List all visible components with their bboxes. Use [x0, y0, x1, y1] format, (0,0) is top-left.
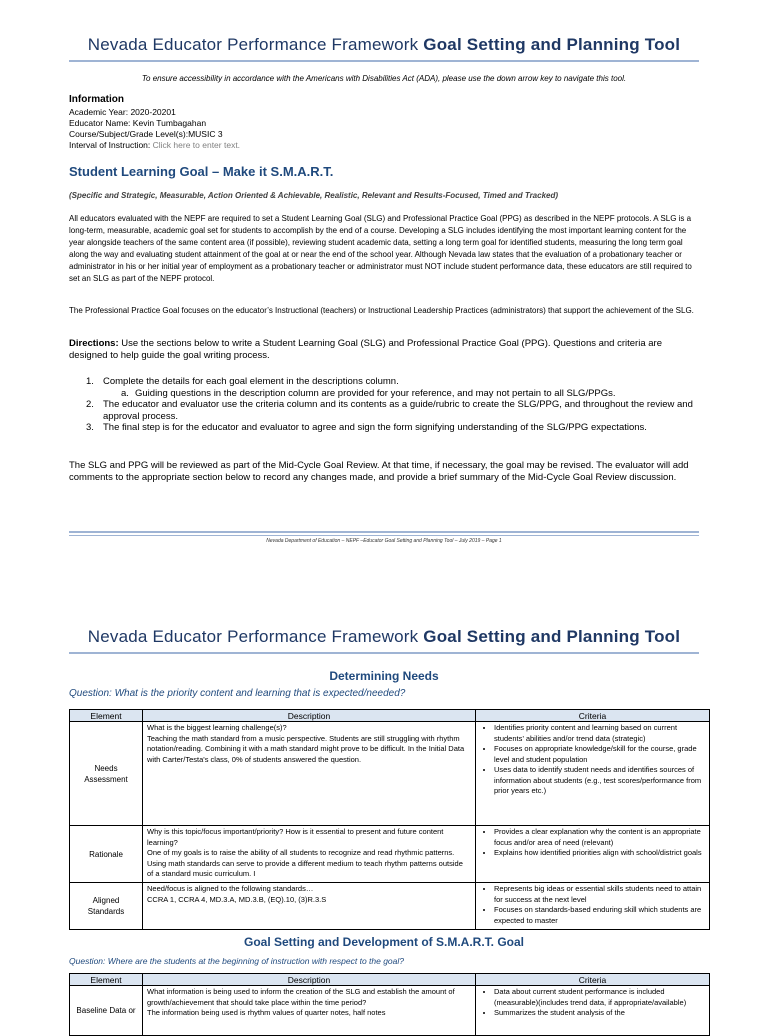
criteria-cell — [476, 986, 710, 1036]
header-title-bold: Goal Setting and Planning Tool — [423, 35, 681, 54]
slg-paragraph-2: The Professional Practice Goal focuses on the educator’s Instructional (teachers) or Instructional Leadership Practices (administrators) that support the achievement of the SLG. — [69, 306, 694, 315]
description-text: Why is this topic/focus important/priority? How is it essential to present and future content learning? One of my goals is to raise the ability of all students to recognize and read rhythmic patterns. Using math standards can serve to provide a different medium to teach rhythm patterns outside of a standard music curriculum. I — [147, 827, 463, 878]
slg-paragraph-1: All educators evaluated with the NEPF are required to set a Student Learning Goal (SLG) and Professional Practice Goal (PPG) as described in the NEPF protocols. A SLG is a long-term, measurable, academic goal set for students to accomplish by the end of a course. Developing a SLG includes identifying the most important learning content for the year alongside teachers of the same content area (if possible), reviewing student academic data, setting a long term goal for identified students, measuring the long term goal along the way and evaluating student attainment of the goal at or near the end of the school year. Although Nevada law states that the evaluation of a probationary teacher or administrator in his or her initial year of employment as a probationary teacher or administrator must NOT include student performance data, these educators are still required to set an SLG as part of the NEPF protocol. — [69, 214, 692, 283]
steps-list — [69, 376, 699, 434]
list-item: • Provides a clear explanation why the content is an appropriate focus and/or area of need (relevant) — [494, 827, 705, 848]
page-header — [0, 627, 768, 647]
header-title-regular: Nevada Educator Performance Framework — [87, 627, 419, 646]
description-cell[interactable] — [143, 986, 476, 1036]
slg-heading: Student Learning Goal – Make it S.M.A.R.T. — [69, 164, 334, 179]
step-text: Guiding questions in the description column are provided for your reference, and may not pertain to all SLG/PPGs. — [135, 387, 616, 399]
description-text: What information is being used to inform the creation of the SLG and establish the amount of growth/achievement that should take place within the time period? The information being used is rhythm values of quarter notes, half notes — [147, 987, 455, 1017]
list-item: • Summarizes the student analysis of the — [494, 1008, 705, 1019]
header-rule — [69, 652, 699, 654]
criteria-list — [480, 884, 705, 926]
step-text: Complete the details for each goal element in the descriptions column. — [103, 376, 399, 387]
column-header-element: Element — [70, 974, 143, 986]
description-text: What is the biggest learning challenge(s)? Teaching the math standard from a music perspective. Students are still struggling with rhythm notation/reading. Combining it with a math standard might prove to be difficult. In the Initial Data with Carter/Testa's class, 0% of students answered the question. — [147, 723, 465, 764]
list-item: • Focuses on standards-based enduring skill which students are expected to master — [494, 905, 705, 926]
course-line — [69, 129, 223, 139]
list-item: • Identifies priority content and learning based on current students’ abilities and/or trend data (strategic) — [494, 723, 705, 744]
course-label: Course/Subject/Grade Level(s): — [69, 129, 189, 139]
educator-name-line — [69, 118, 206, 128]
page-gap — [0, 560, 768, 600]
document-page-2 — [0, 600, 768, 1024]
table-row — [70, 722, 710, 826]
column-header-element: Element — [70, 710, 143, 722]
step-text: The educator and evaluator use the criteria column and its contents as a guide/rubric to create the SLG/PPG, and throughout the review and approval process. — [103, 399, 693, 422]
list-item: • Explains how identified priorities align with school/district goals — [494, 848, 705, 859]
header-rule — [69, 60, 699, 62]
criteria-cell — [476, 883, 710, 930]
directions-text: Use the sections below to write a Student Learning Goal (SLG) and Professional Practice Goal (PPG). Questions and criteria are designed to help guide the goal writing process. — [69, 338, 662, 361]
academic-year-value[interactable]: 2020-20201 — [130, 107, 176, 117]
list-item — [69, 376, 699, 388]
element-cell: Rationale — [70, 826, 143, 883]
table-row — [70, 986, 710, 1036]
information-heading: Information — [69, 94, 124, 105]
description-text: Need/focus is aligned to the following standards… CCRA 1, CCRA 4, MD.3.A, MD.3.B, (EQ).10, (3)R.3.S — [147, 884, 327, 904]
table-row — [70, 826, 710, 883]
criteria-cell — [476, 826, 710, 883]
interval-line — [69, 140, 240, 150]
list-item — [69, 388, 699, 400]
course-value[interactable]: MUSIC 3 — [188, 129, 223, 139]
description-cell[interactable] — [143, 883, 476, 930]
list-item — [69, 399, 699, 422]
footer-rule-thin — [69, 535, 699, 536]
element-cell: Baseline Data or — [70, 986, 143, 1036]
criteria-list — [480, 723, 705, 797]
column-header-criteria: Criteria — [476, 710, 710, 722]
table-header-row — [70, 710, 710, 722]
interval-placeholder-field[interactable]: Click here to enter text. — [152, 140, 241, 150]
header-title-regular: Nevada Educator Performance Framework — [87, 35, 419, 54]
directions-label: Directions: — [69, 338, 119, 349]
page-header — [0, 35, 768, 55]
step-text: The final step is for the educator and evaluator to agree and sign the form signifying understanding of the SLG/PPG expectations. — [103, 422, 647, 433]
header-title-bold: Goal Setting and Planning Tool — [423, 627, 681, 646]
list-item: • Represents big ideas or essential skills students need to attain for success at the next level — [494, 884, 705, 905]
list-item: • Data about current student performance is included (measurable)(includes trend data, if appropriate/available) — [494, 987, 705, 1008]
determining-needs-question: Question: What is the priority content and learning that is expected/needed? — [69, 688, 406, 699]
goal-setting-question: Question: Where are the students at the beginning of instruction with respect to the goal? — [69, 956, 405, 966]
description-cell[interactable] — [143, 826, 476, 883]
review-paragraph: The SLG and PPG will be reviewed as part of the Mid-Cycle Goal Review. At that time, if necessary, the goal may be revised. The evaluator will add comments to the appropriate section below to record any changes made, and provide a brief summary of the Mid-Cycle Goal Review discussion. — [69, 460, 689, 483]
criteria-cell — [476, 722, 710, 826]
smart-definition: (Specific and Strategic, Measurable, Action Oriented & Achievable, Realistic, Relevant and Results-Focused, Timed and Tracked) — [69, 191, 559, 200]
step-number: 3. — [86, 422, 94, 433]
academic-year-label: Academic Year: — [69, 107, 129, 117]
determining-needs-table — [69, 709, 710, 930]
goal-setting-table — [69, 973, 710, 1036]
educator-name-value[interactable]: Kevin Tumbagahan — [132, 118, 207, 128]
column-header-description: Description — [143, 974, 476, 986]
list-item — [69, 422, 699, 434]
column-header-criteria: Criteria — [476, 974, 710, 986]
goal-setting-heading: Goal Setting and Development of S.M.A.R.T. Goal — [243, 935, 525, 949]
column-header-description: Description — [143, 710, 476, 722]
interval-label: Interval of Instruction: — [69, 140, 151, 150]
step-number: 1. — [86, 376, 94, 387]
step-number: a. — [121, 387, 129, 399]
list-item: • Uses data to identify student needs and identifies sources of information about students (e.g., test scores/performance from prior years etc.) — [494, 765, 705, 797]
academic-year-line — [69, 107, 176, 117]
page-footer: Nevada Department of Education – NEPF –Educator Goal Setting and Planning Tool – July 2019 – Page 1 — [266, 538, 502, 544]
list-item: • Focuses on appropriate knowledge/skill for the course, grade level and student population — [494, 744, 705, 765]
element-cell: Aligned Standards — [70, 883, 143, 930]
determining-needs-heading: Determining Needs — [329, 669, 439, 683]
description-cell[interactable] — [143, 722, 476, 826]
educator-name-label: Educator Name: — [69, 118, 131, 128]
ada-notice: To ensure accessibility in accordance with the Americans with Disabilities Act (ADA), please use the down arrow key to navigate this tool. — [141, 74, 627, 83]
step-number: 2. — [86, 399, 94, 410]
table-row — [70, 883, 710, 930]
criteria-list — [480, 987, 705, 1019]
footer-rule — [69, 531, 699, 533]
criteria-list — [480, 827, 705, 859]
directions-paragraph — [69, 338, 699, 362]
table-header-row — [70, 974, 710, 986]
element-cell: Needs Assessment — [70, 722, 143, 826]
